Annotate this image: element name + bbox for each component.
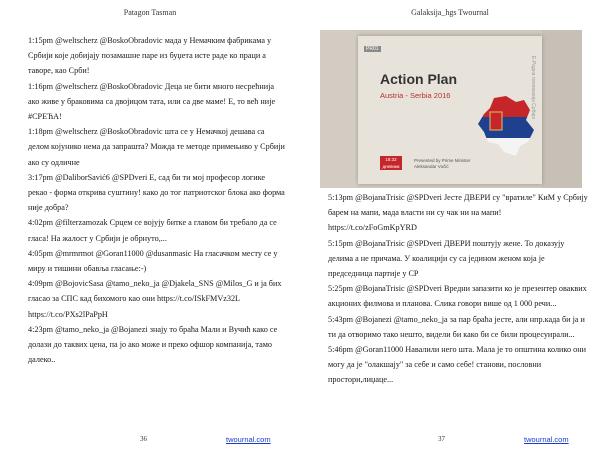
tweet-entry: 5:43pm @Bojanezi @tamo_neko_ja за пар браћа јесте, али нпр.када би ја и ти да отворимо тако нешто, видели би како би се били процесуирали... xyxy=(328,314,585,339)
document-cover xyxy=(358,36,542,184)
left-page-number: 36 xyxy=(140,435,147,443)
broadcast-box: 18:32 дневник xyxy=(380,156,402,170)
tweet-entry: 1:18pm @weltscherz @BoskoObradovic шта се у Немачкој дешава са делом којунико нема да запрашта? Можда те методе примењиво у Србији ако су одличне xyxy=(28,127,285,167)
left-page-text xyxy=(28,33,286,367)
tweet-entry: 5:46pm @Goran11000 Навалили него шта. Мала је то општина колико они могу да је "олакшају" за себе и само себе! станови, пословни простори,лиџаце... xyxy=(328,345,586,385)
tweet-entry: 4:02pm @filterzamozak Срцем се војују битке а главом би требало да се гласа! На жалост у Србији је обрнуто,... xyxy=(28,218,277,243)
right-page-number: 37 xyxy=(438,435,445,443)
right-page-header: Galaksija_hgs Twournal xyxy=(411,8,489,17)
tweet-entry: 1:15pm @weltscherz @BoskoObradovic мада у Немачким фабрикама у Србији које добијају позамашне паре из буџета исте раде ко праци а таворе, као Срби! xyxy=(28,36,272,76)
cover-tag: PR01 xyxy=(366,46,379,52)
tweet-entry: 1:16pm @weltscherz @BoskoObradovic Деца не бити много несрећнија ако живе у браковима са двојицом тата, или са две маме! Е, то већ није #СРЕЋА! xyxy=(28,81,276,122)
cover-author: Presented by Prime Minister Aleksandar Vučić xyxy=(414,158,471,169)
left-footer-link[interactable]: twournal.com xyxy=(226,435,271,444)
tweet-entry: 4:23pm @tamo_neko_ja @Bojanezi знају то браћа Мали и Вучић како се долази до таквих цена, па јо ако може и преко офшор компанија, тамо далеко.. xyxy=(28,324,278,365)
right-footer-link[interactable]: twournal.com xyxy=(524,435,569,444)
tweet-entry: 5:25pm @BojanaTrisic @SPDveri Вредни запазити ко је презентер оваквих акционих филмова и планова. Слика говори више од 1 000 речи... xyxy=(328,284,587,309)
cover-title: Action Plan xyxy=(380,71,458,87)
tweet-entry: 4:05pm @mrmrmot @Goran11000 @dusanmasic На гласачком месту се у миру и тишини обавља гласање:-) xyxy=(28,248,278,274)
tweet-entry: 5:15pm @BojanaTrisic @SPDveri ДВЕРИ поштују жене. То доказују делима а не причама. У коалицији су са једином женом која је председница партије у СР xyxy=(328,238,565,279)
right-page-text xyxy=(328,190,588,388)
left-page-header: Patagon Tasman xyxy=(123,8,177,17)
tweet-entry: 3:17pm @DaliborSavić6 @SPDveri Е, сад би ти мој професор логике рекао - форма открива суштину! како до тог патриотског блока ако форма није добра? xyxy=(28,172,285,213)
serbia-map-icon xyxy=(476,96,536,158)
action-plan-photo xyxy=(320,30,582,188)
cover-subtitle: Austria - Serbia 2016 xyxy=(380,91,451,100)
tweet-entry: 4:09pm @BojovicSasa @tamo_neko_ja @Djakela_SNS @Milos_G и ја бих гласао за СПС кад бихомого као они https://t.co/ISkFMVz32L https://t.co/PXs2lPaPpH xyxy=(28,279,282,319)
tweet-entry: 5:13pm @BojanaTrisic @SPDveri Јесте ДВЕРИ су "вратиле" КиМ у Србију барем на мапи, мада власти ни су чак ни на мапи! https://t.co/zFoGmKpYRD xyxy=(328,193,588,233)
cover-side-text: Е-Радна телевизија Србије xyxy=(530,56,536,120)
